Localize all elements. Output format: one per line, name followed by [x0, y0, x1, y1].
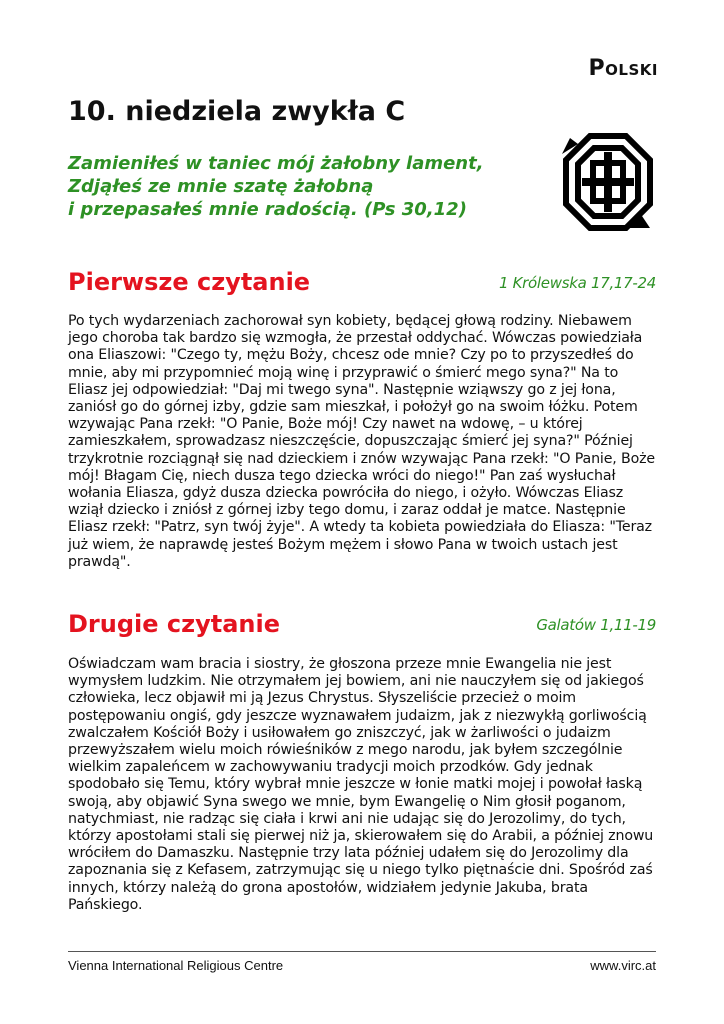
footer-website-link[interactable]: www.virc.at: [590, 958, 656, 973]
antiphon: [68, 152, 484, 221]
reading-1-reference: 1 Królewska 17,17-24: [498, 274, 656, 292]
reading-2-heading: Drugie czytanie: [68, 610, 280, 638]
reading-1-heading: Pierwsze czytanie: [68, 268, 311, 296]
footer-organization: Vienna International Religious Centre: [68, 958, 284, 973]
virc-logo-icon: [560, 130, 656, 234]
footer-divider: [68, 951, 656, 952]
reading-1-header: [68, 268, 656, 296]
reading-2-header: [68, 610, 656, 638]
antiphon-line: i przepasałeś mnie radością. (Ps 30,12): [68, 199, 467, 220]
reading-2-reference: Galatów 1,11-19: [536, 616, 656, 634]
page-title: 10. niedziela zwykła C: [68, 96, 406, 127]
antiphon-line: Zdjąłeś ze mnie szatę żałobną: [68, 176, 374, 197]
reading-2-text: Oświadczam wam bracia i siostry, że głoszona przeze mnie Ewangelia nie jest wymysłem ludzkim. Nie otrzymałem jej bowiem, ani nie nauczyłem się od jakiegoś człowieka, lecz objawił mi ją Jezus Chrystus. Słyszeliście przecież o moim postępowaniu ongiś, gdy jeszcze wyznawałem judaizm, jak z niezwykłą gorliwością zwalczałem Kościół Boży i usiłowałem go zniszczyć, jak w żarliwości o judaizm przewyższałem wielu moich rówieśników z mego narodu, jak byłem szczególnie wielkim zapaleńcem w zachowywaniu tradycji moich przodków. Gdy jednak spodobało się Temu, który wybrał mnie jeszcze w łonie matki mojej i powołał łaską swoją, aby objawić Syna swego we mnie, bym Ewangelię o Nim głosił poganom, natychmiast, nie radząc się ciała i krwi ani nie udając się do Jerozolimy, do tych, którzy apostołami stali się pierwej niż ja, skierowałem się do Arabii, a później znowu wróciłem do Damaszku. Następnie trzy lata później udałem się do Jerozolimy dla zapoznania się z Kefasem, zatrzymując się u niego tylko piętnaście dni. Spośród zaś innych, którzy należą do grona apostołów, widziałem jedynie Jakuba, brata Pańskiego.: [68, 656, 654, 913]
antiphon-line: Zamieniłeś w taniec mój żałobny lament,: [68, 153, 484, 174]
language-label: Polski: [588, 56, 658, 81]
reading-1-text: Po tych wydarzeniach zachorował syn kobiety, będącej głową rodziny. Niebawem jego choroba tak bardzo się wzmogła, że przestał oddychać. Wówczas powiedziała ona Eliaszowi: "Czego ty, mężu Boży, chcesz ode mnie? Czy po to przyszedłeś do mnie, aby mi przypomnieć moją winę i przyprawić o śmierć mego syna?" Na to Eliasz jej odpowiedział: "Daj mi twego syna". Następnie wziąwszy go z jej łona, zaniósł go do górnej izby, gdzie sam mieszkał, i położył go na swoim łóżku. Potem wzywając Pana rzekł: "O Panie, Boże mój! Czy nawet na wdowę, – u której zamieszkałem, sprowadzasz nieszczęście, dopuszczając śmierć jej syna?" Później trzykrotnie rozciągnął się nad dzieckiem i znów wzywając Pana rzekł: "O Panie, Boże mój! Błagam Cię, niech dusza tego dziecka wróci do niego!" Pan zaś wysłuchał wołania Eliasza, gdyż dusza dziecka powróciła do niego, i ożyło. Wówczas Eliasz wziął dziecko i zniósł z górnej izby tego domu, i zaraz oddał je matce. Następnie Eliasz rzekł: "Patrz, syn twój żyje". A wtedy ta kobieta powiedziała do Eliasza: "Teraz już wiem, że naprawdę jesteś Bożym mężem i słowo Pana w twoich ustach jest prawdą".: [68, 313, 655, 570]
